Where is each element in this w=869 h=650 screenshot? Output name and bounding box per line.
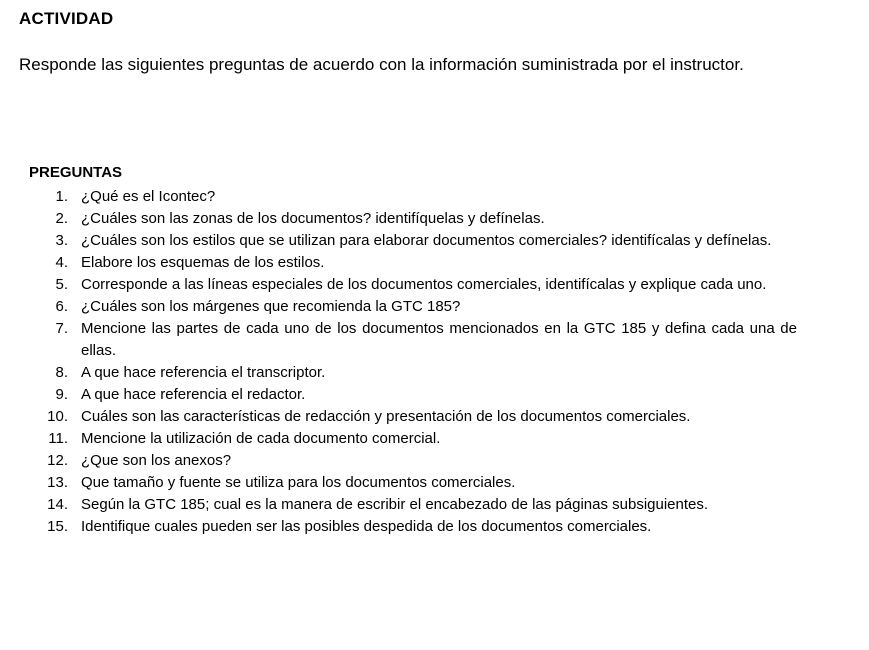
question-text: Elabore los esquemas de los estilos. [81,254,325,271]
activity-title: ACTIVIDAD [19,9,114,28]
question-text: ¿Que son los anexos? [81,452,232,469]
question-text: Identifique cuales pueden ser las posibles despedida de los documentos comerciales. [81,518,652,535]
question-text: Cuáles son las características de redacción y presentación de los documentos comerciales. [81,408,691,425]
question-text: ¿Cuáles son los márgenes que recomienda la GTC 185? [81,298,461,315]
question-number: 4. [55,254,68,271]
question-text: ¿Cuáles son los estilos que se utilizan para elaborar documentos comerciales? identifícalas y defínelas. [81,232,772,249]
question-item [0,472,869,494]
question-item [0,450,869,472]
question-item [0,362,869,384]
question-number: 13. [47,474,68,491]
question-number: 7. [55,320,68,337]
question-number: 1. [55,188,68,205]
question-item [0,318,869,362]
question-item [0,516,869,538]
question-number: 5. [55,276,68,293]
question-item [0,230,869,252]
instructions-paragraph: Responde las siguientes preguntas de acuerdo con la información suministrada por el instructor. [19,55,744,74]
question-text: ¿Cuáles son las zonas de los documentos? identifíquelas y defínelas. [81,210,545,227]
question-text: A que hace referencia el redactor. [81,386,306,403]
question-number: 6. [55,298,68,315]
question-text: Corresponde a las líneas especiales de los documentos comerciales, identifícalas y explique cada uno. [81,276,767,293]
question-number: 12. [47,452,68,469]
question-item [0,384,869,406]
question-number: 15. [47,518,68,535]
question-item [0,406,869,428]
question-text: Mencione las partes de cada uno de los documentos mencionados en la GTC 185 y defina cada una de ellas. [81,320,797,359]
question-text: Que tamaño y fuente se utiliza para los documentos comerciales. [81,474,516,491]
questions-list [0,186,869,538]
question-item [0,274,869,296]
question-item [0,296,869,318]
question-number: 3. [55,232,68,249]
question-number: 8. [55,364,68,381]
question-item [0,208,869,230]
question-number: 14. [47,496,68,513]
question-number: 2. [55,210,68,227]
question-item [0,428,869,450]
question-item [0,186,869,208]
question-number: 10. [47,408,68,425]
question-text: Mencione la utilización de cada documento comercial. [81,430,441,447]
question-number: 11. [48,430,68,447]
question-text: ¿Qué es el Icontec? [81,188,216,205]
question-text: Según la GTC 185; cual es la manera de escribir el encabezado de las páginas subsiguientes. [81,496,709,513]
questions-heading: PREGUNTAS [29,164,123,181]
question-text: A que hace referencia el transcriptor. [81,364,326,381]
question-item [0,252,869,274]
question-item [0,494,869,516]
question-number: 9. [55,386,68,403]
